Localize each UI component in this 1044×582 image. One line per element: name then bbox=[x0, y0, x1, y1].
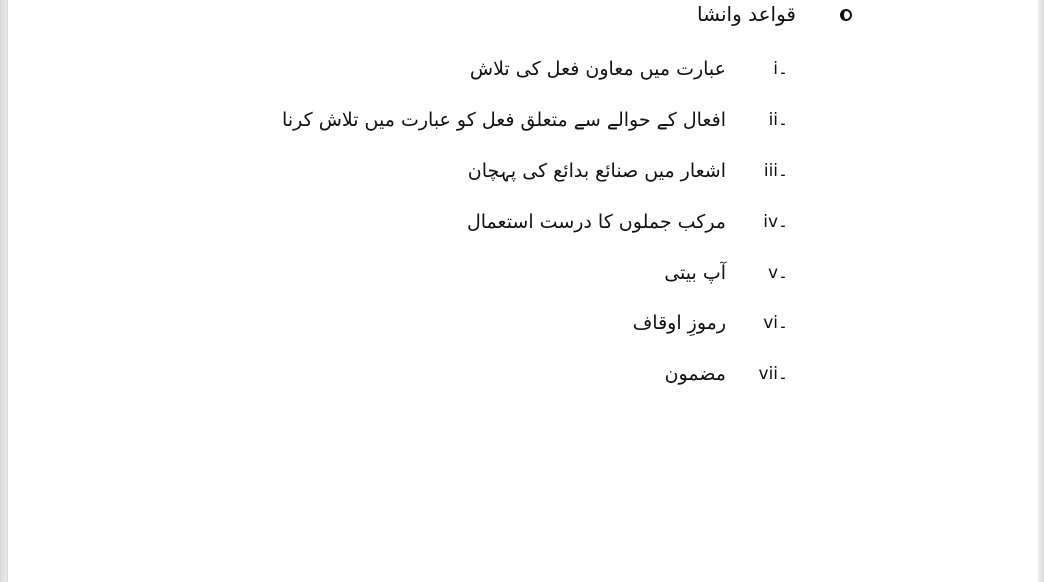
list-item bbox=[188, 306, 788, 346]
section-heading bbox=[552, 0, 852, 32]
item-text: عبارت میں معاون فعل کی تلاش bbox=[469, 58, 726, 80]
left-page-edge bbox=[0, 0, 8, 582]
item-number: iv۔ bbox=[763, 212, 788, 232]
circle-bullet-icon bbox=[840, 9, 852, 21]
item-number: iii۔ bbox=[763, 161, 788, 181]
item-text: مضمون bbox=[664, 363, 726, 385]
list-item bbox=[188, 103, 788, 143]
list-item bbox=[188, 357, 788, 397]
item-number: vii۔ bbox=[758, 364, 788, 384]
item-text: افعال کے حوالے سے متعلق فعل کو عبارت میں تلاش کرنا bbox=[282, 109, 726, 131]
item-text: مرکب جملوں کا درست استعمال bbox=[466, 211, 726, 233]
item-number: ii۔ bbox=[768, 110, 788, 130]
list-item bbox=[188, 205, 788, 245]
item-number: vi۔ bbox=[763, 313, 788, 333]
right-page-edge bbox=[1038, 0, 1044, 582]
item-number: v۔ bbox=[767, 263, 788, 283]
item-text: آپ بیتی bbox=[664, 262, 726, 284]
item-number: i۔ bbox=[773, 59, 788, 79]
section-heading-text: قواعد وانشا bbox=[697, 2, 796, 26]
item-text: رموزِ اوقاف bbox=[632, 312, 726, 334]
list-item bbox=[188, 52, 788, 92]
list-item bbox=[188, 256, 788, 296]
document-page bbox=[8, 0, 1038, 582]
list-item bbox=[188, 154, 788, 194]
item-text: اشعار میں صنائع بدائع کی پہچان bbox=[467, 160, 726, 182]
